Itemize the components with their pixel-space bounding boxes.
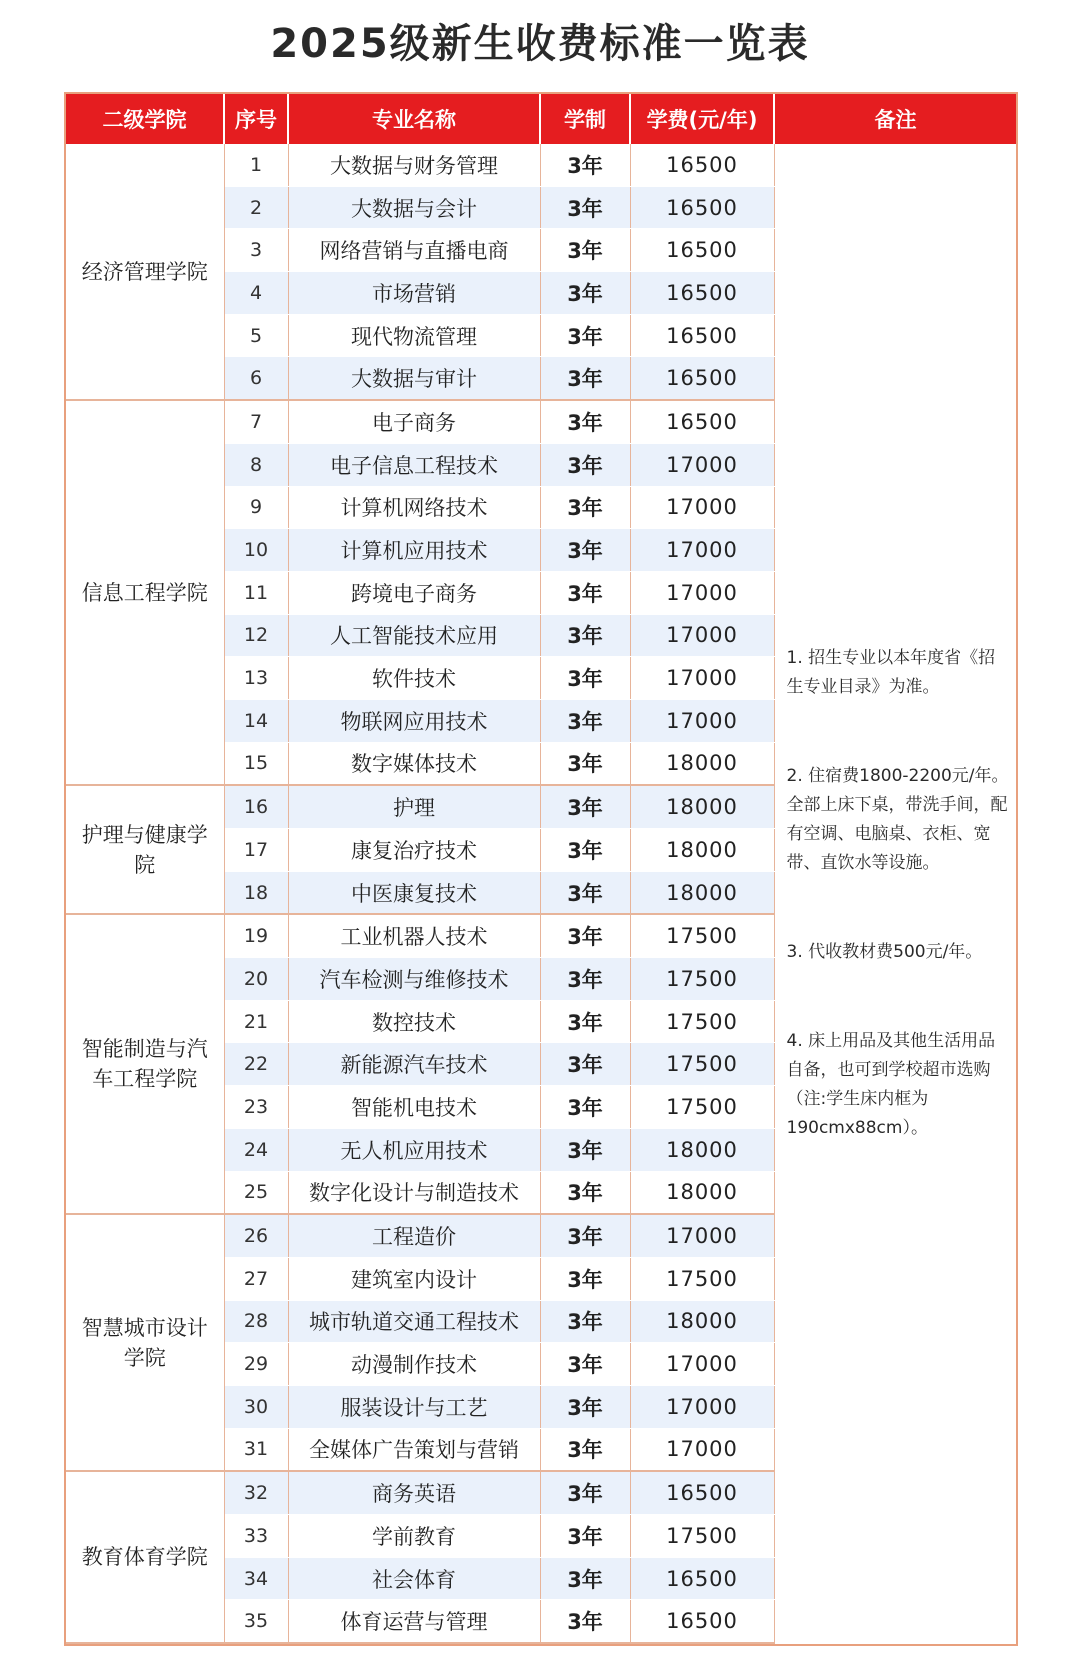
major-duration: 3年 <box>540 614 630 657</box>
table-row <box>66 144 1016 186</box>
major-duration: 3年 <box>540 314 630 357</box>
major-no: 26 <box>224 1214 288 1257</box>
major-no: 29 <box>224 1343 288 1386</box>
major-name: 全媒体广告策划与营销 <box>288 1428 540 1471</box>
major-fee: 18000 <box>630 785 774 828</box>
major-name: 数控技术 <box>288 1000 540 1043</box>
major-no: 5 <box>224 314 288 357</box>
major-fee: 17500 <box>630 958 774 1001</box>
note-item: 1. 招生专业以本年度省《招生专业目录》为准。 <box>786 647 996 697</box>
major-fee: 16500 <box>630 1600 774 1643</box>
major-name: 软件技术 <box>288 657 540 700</box>
major-name: 学前教育 <box>288 1515 540 1558</box>
major-name: 康复治疗技术 <box>288 829 540 872</box>
major-name: 跨境电子商务 <box>288 571 540 614</box>
major-no: 22 <box>224 1043 288 1086</box>
major-duration: 3年 <box>540 571 630 614</box>
major-duration: 3年 <box>540 443 630 486</box>
major-no: 23 <box>224 1086 288 1129</box>
major-no: 15 <box>224 742 288 785</box>
major-fee: 17000 <box>630 1343 774 1386</box>
major-duration: 3年 <box>540 400 630 443</box>
major-name: 服装设计与工艺 <box>288 1385 540 1428</box>
major-name: 市场营销 <box>288 272 540 315</box>
major-duration: 3年 <box>540 742 630 785</box>
major-fee: 16500 <box>630 1557 774 1600</box>
major-no: 34 <box>224 1557 288 1600</box>
major-duration: 3年 <box>540 1086 630 1129</box>
major-duration: 3年 <box>540 1171 630 1214</box>
major-name: 电子信息工程技术 <box>288 443 540 486</box>
major-no: 14 <box>224 699 288 742</box>
major-name: 人工智能技术应用 <box>288 614 540 657</box>
major-duration: 3年 <box>540 272 630 315</box>
major-name: 数字化设计与制造技术 <box>288 1171 540 1214</box>
major-no: 3 <box>224 229 288 272</box>
major-fee: 17000 <box>630 529 774 572</box>
major-duration: 3年 <box>540 486 630 529</box>
page-title: 2025级新生收费标准一览表 <box>270 21 810 67</box>
major-duration: 3年 <box>540 958 630 1001</box>
fee-table-frame <box>64 92 1018 1646</box>
major-name: 工程造价 <box>288 1214 540 1257</box>
major-no: 20 <box>224 958 288 1001</box>
college-name: 智能制造与汽车工程学院 <box>66 914 224 1214</box>
major-fee: 17000 <box>630 1428 774 1471</box>
major-duration: 3年 <box>540 1428 630 1471</box>
major-fee: 16500 <box>630 229 774 272</box>
major-fee: 18000 <box>630 1171 774 1214</box>
major-duration: 3年 <box>540 1000 630 1043</box>
major-fee: 17500 <box>630 1515 774 1558</box>
major-fee: 17000 <box>630 486 774 529</box>
major-no: 27 <box>224 1257 288 1300</box>
major-name: 工业机器人技术 <box>288 914 540 957</box>
major-duration: 3年 <box>540 871 630 914</box>
table-header-row <box>66 94 1016 144</box>
major-fee: 16500 <box>630 314 774 357</box>
header-college: 二级学院 <box>66 94 224 144</box>
major-no: 10 <box>224 529 288 572</box>
major-duration: 3年 <box>540 829 630 872</box>
major-name: 动漫制作技术 <box>288 1343 540 1386</box>
major-no: 32 <box>224 1471 288 1514</box>
major-name: 体育运营与管理 <box>288 1600 540 1643</box>
major-fee: 16500 <box>630 400 774 443</box>
major-fee: 17000 <box>630 657 774 700</box>
major-no: 7 <box>224 400 288 443</box>
major-fee: 17000 <box>630 443 774 486</box>
major-no: 31 <box>224 1428 288 1471</box>
major-name: 大数据与财务管理 <box>288 144 540 186</box>
major-duration: 3年 <box>540 357 630 400</box>
major-no: 30 <box>224 1385 288 1428</box>
major-fee: 16500 <box>630 357 774 400</box>
major-duration: 3年 <box>540 1600 630 1643</box>
major-no: 18 <box>224 871 288 914</box>
major-name: 无人机应用技术 <box>288 1128 540 1171</box>
major-name: 新能源汽车技术 <box>288 1043 540 1086</box>
major-name: 现代物流管理 <box>288 314 540 357</box>
major-name: 汽车检测与维修技术 <box>288 958 540 1001</box>
header-duration: 学制 <box>540 94 630 144</box>
major-name: 商务英语 <box>288 1471 540 1514</box>
college-name: 经济管理学院 <box>66 144 224 400</box>
major-name: 中医康复技术 <box>288 871 540 914</box>
notes-cell <box>774 144 1016 1643</box>
fee-table <box>66 94 1016 1644</box>
major-fee: 18000 <box>630 1128 774 1171</box>
major-no: 11 <box>224 571 288 614</box>
major-duration: 3年 <box>540 229 630 272</box>
major-name: 大数据与会计 <box>288 186 540 229</box>
major-duration: 3年 <box>540 1043 630 1086</box>
major-fee: 17000 <box>630 699 774 742</box>
major-fee: 18000 <box>630 1300 774 1343</box>
major-fee: 18000 <box>630 829 774 872</box>
major-name: 网络营销与直播电商 <box>288 229 540 272</box>
major-duration: 3年 <box>540 1257 630 1300</box>
major-no: 33 <box>224 1515 288 1558</box>
header-major: 专业名称 <box>288 94 540 144</box>
major-duration: 3年 <box>540 1557 630 1600</box>
major-no: 28 <box>224 1300 288 1343</box>
major-name: 计算机网络技术 <box>288 486 540 529</box>
major-fee: 17500 <box>630 1086 774 1129</box>
major-duration: 3年 <box>540 186 630 229</box>
major-duration: 3年 <box>540 1343 630 1386</box>
major-no: 21 <box>224 1000 288 1043</box>
header-fee: 学费(元/年) <box>630 94 774 144</box>
college-name: 智慧城市设计学院 <box>66 1214 224 1471</box>
major-fee: 16500 <box>630 272 774 315</box>
major-no: 16 <box>224 785 288 828</box>
major-duration: 3年 <box>540 1471 630 1514</box>
major-duration: 3年 <box>540 529 630 572</box>
college-name: 护理与健康学院 <box>66 785 224 914</box>
major-duration: 3年 <box>540 1300 630 1343</box>
major-no: 17 <box>224 829 288 872</box>
major-fee: 17000 <box>630 1385 774 1428</box>
major-no: 6 <box>224 357 288 400</box>
header-note: 备注 <box>774 94 1016 144</box>
major-duration: 3年 <box>540 1385 630 1428</box>
major-duration: 3年 <box>540 1515 630 1558</box>
major-name: 社会体育 <box>288 1557 540 1600</box>
major-duration: 3年 <box>540 1128 630 1171</box>
major-duration: 3年 <box>540 144 630 186</box>
major-no: 4 <box>224 272 288 315</box>
major-no: 8 <box>224 443 288 486</box>
major-fee: 16500 <box>630 186 774 229</box>
major-fee: 17500 <box>630 1257 774 1300</box>
major-duration: 3年 <box>540 657 630 700</box>
major-name: 大数据与审计 <box>288 357 540 400</box>
major-no: 1 <box>224 144 288 186</box>
major-fee: 17000 <box>630 571 774 614</box>
major-name: 数字媒体技术 <box>288 742 540 785</box>
major-fee: 18000 <box>630 742 774 785</box>
major-fee: 17500 <box>630 914 774 957</box>
major-name: 护理 <box>288 785 540 828</box>
major-fee: 17000 <box>630 614 774 657</box>
major-duration: 3年 <box>540 1214 630 1257</box>
major-no: 2 <box>224 186 288 229</box>
major-no: 9 <box>224 486 288 529</box>
major-name: 计算机应用技术 <box>288 529 540 572</box>
table-body <box>66 144 1016 1643</box>
major-fee: 17500 <box>630 1000 774 1043</box>
note-item: 4. 床上用品及其他生活用品自备，也可到学校超市选购（注:学生床内框为190cmx88cm）。 <box>786 1030 996 1138</box>
major-no: 19 <box>224 914 288 957</box>
major-duration: 3年 <box>540 699 630 742</box>
major-no: 24 <box>224 1128 288 1171</box>
major-no: 25 <box>224 1171 288 1214</box>
major-no: 12 <box>224 614 288 657</box>
major-fee: 17500 <box>630 1043 774 1086</box>
major-duration: 3年 <box>540 914 630 957</box>
major-no: 13 <box>224 657 288 700</box>
major-name: 物联网应用技术 <box>288 699 540 742</box>
college-name: 教育体育学院 <box>66 1471 224 1643</box>
note-item: 2. 住宿费1800-2200元/年。全部上床下桌，带洗手间，配有空调、电脑桌、衣柜、宽带、直饮水等设施。 <box>786 765 1009 873</box>
college-name: 信息工程学院 <box>66 400 224 785</box>
major-fee: 17000 <box>630 1214 774 1257</box>
note-item: 3. 代收教材费500元/年。 <box>786 941 983 962</box>
major-duration: 3年 <box>540 785 630 828</box>
header-no: 序号 <box>224 94 288 144</box>
major-name: 建筑室内设计 <box>288 1257 540 1300</box>
major-name: 城市轨道交通工程技术 <box>288 1300 540 1343</box>
major-fee: 16500 <box>630 144 774 186</box>
major-name: 电子商务 <box>288 400 540 443</box>
major-fee: 18000 <box>630 871 774 914</box>
major-name: 智能机电技术 <box>288 1086 540 1129</box>
major-no: 35 <box>224 1600 288 1643</box>
major-fee: 16500 <box>630 1471 774 1514</box>
